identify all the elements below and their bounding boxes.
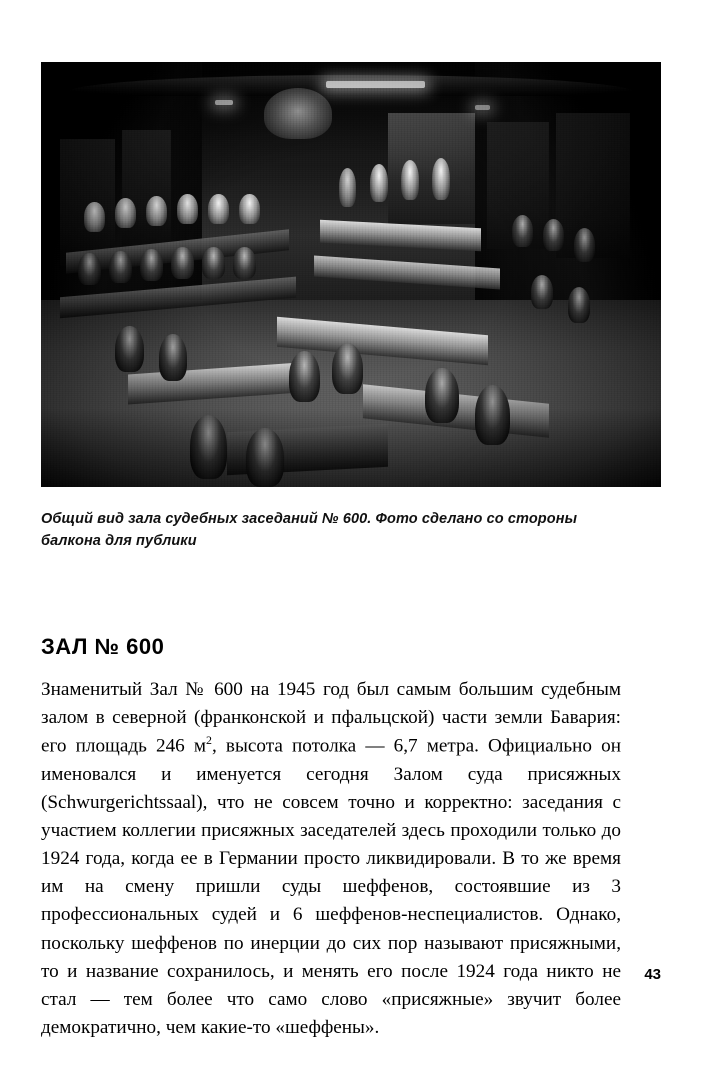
photo-person (208, 194, 228, 224)
photo-person (78, 253, 100, 285)
photo-lamp-small (215, 100, 234, 105)
photo-person (146, 196, 166, 226)
photo-person (332, 343, 363, 394)
photo-person-standing (401, 160, 420, 200)
photo-doorway (388, 113, 475, 224)
photo-person (475, 385, 510, 445)
photo-person (425, 368, 458, 423)
photo-person (159, 334, 188, 381)
photo-person (239, 194, 259, 224)
photo-wall-panel (122, 130, 172, 249)
body-paragraph (41, 676, 621, 1042)
photo-person (543, 219, 564, 251)
photo-person (574, 228, 595, 262)
page-title: ЗАЛ № 600 (41, 634, 165, 660)
photo-person (84, 202, 104, 232)
photo-wall-panel (60, 139, 116, 267)
photo-person (190, 415, 227, 479)
figure-caption: Общий вид зала судебных заседаний № 600. Фото сделано со стороны балкона для публики (41, 511, 578, 550)
photo-lamp-strip (326, 81, 425, 88)
photo-person (512, 215, 533, 247)
photo-person (246, 428, 284, 488)
photo-person (140, 249, 162, 281)
photo-person-standing (339, 168, 356, 206)
photo-person (289, 351, 320, 402)
photo-person (202, 247, 224, 279)
photo-person (115, 326, 144, 373)
photo-person (109, 251, 131, 283)
photo-wall-crest (264, 88, 332, 139)
photo-person (115, 198, 135, 228)
photo-person-standing (432, 158, 451, 201)
photo-person (233, 247, 255, 279)
courtroom-600-photograph (41, 62, 661, 487)
photo-person-standing (370, 164, 389, 202)
photo-lamp-small (475, 105, 490, 110)
paragraph-text: Знаменитый Зал № 600 на 1945 год был самым большим судебным залом в северной (франконской и пфальцской) части земли Бавария: его площадь 246 $м^2$, высота потолка — 6,7 метра. Официально он именовался и именуется сегодня Залом суда присяжных (Schwurgerichtssaal), что не совсем точно и корректно: заседания с участием коллегии присяжных заседателей здесь проходили только до 1924 года, когда ее в Германии просто ликвидировали. В то же время им на смену пришли суды шеффенов, состоявшие из 3 профессиональных судей и 6 шеффенов-неспециалистов. Однако, поскольку шеффенов по инерции до сих пор называют присяжными, то и название сохранилось, и менять его после 1924 года никто не стал — тем более что само слово «присяжные» звучит более демократично, чем какие-то «шеффены». (41, 679, 621, 1038)
page-number: 43 (644, 966, 661, 983)
figure-courtroom-photo (41, 62, 661, 487)
photo-person (568, 287, 590, 323)
photo-person (531, 275, 553, 309)
photo-person (177, 194, 197, 224)
photo-person (171, 247, 193, 279)
